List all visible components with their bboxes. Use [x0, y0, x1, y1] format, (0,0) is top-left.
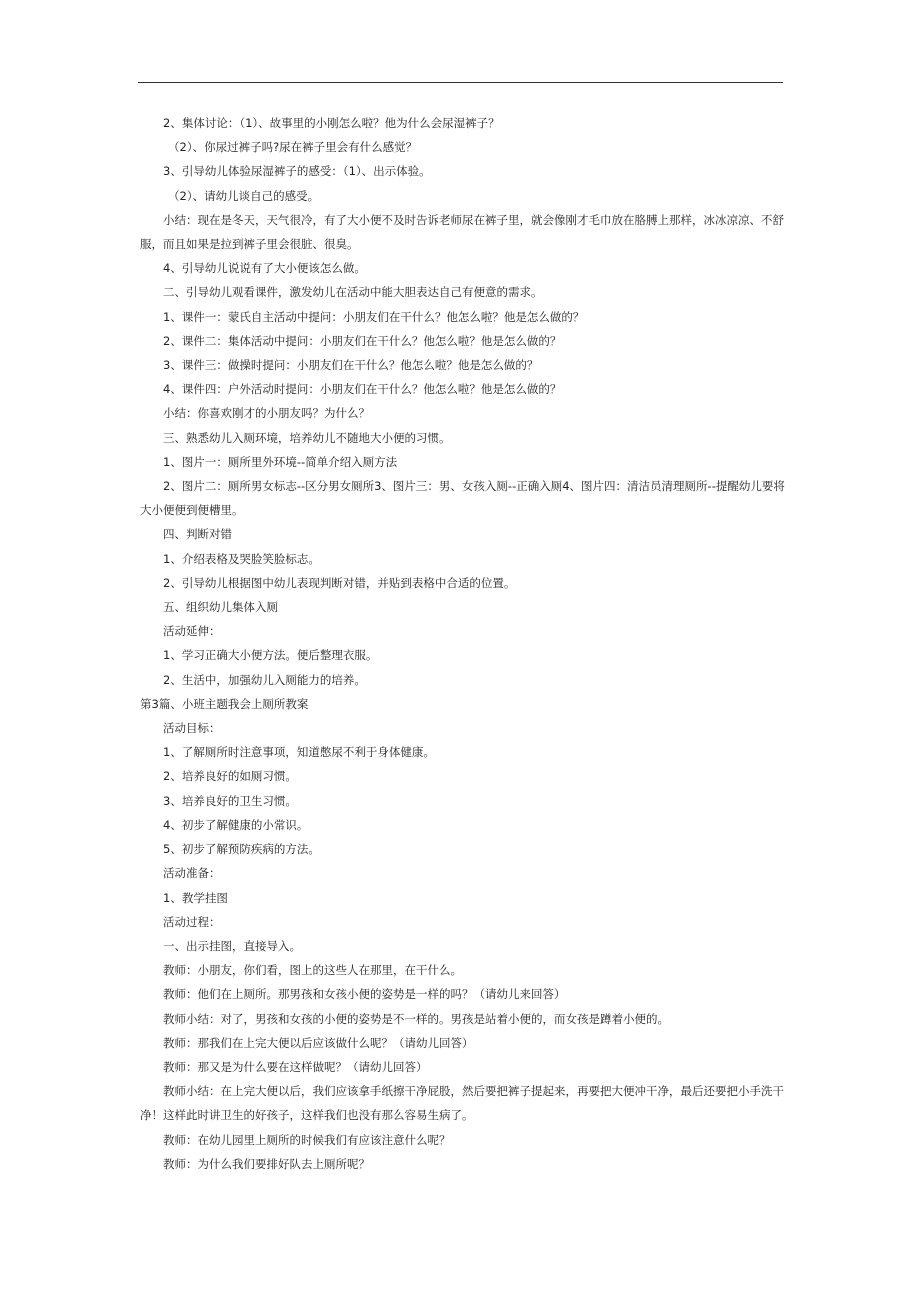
paragraph: 1、课件一：蒙氏自主活动中提问：小朋友们在干什么？他怎么啦？他是怎么做的？ [163, 309, 585, 324]
paragraph: 1、图片一：厕所里外环境--简单介绍入厕方法 [163, 454, 398, 469]
paragraph: 1、学习正确大小便方法。便后整理衣服。 [163, 648, 378, 663]
paragraph: 活动目标： [163, 721, 221, 736]
paragraph: 4、课件四：户外活动时提问：小朋友们在干什么？他怎么啦？他是怎么做的？ [163, 382, 562, 397]
document-body [140, 111, 785, 1176]
paragraph: （2）、请幼儿谈自己的感受。 [168, 188, 320, 203]
paragraph: 2、集体讨论：（1）、故事里的小刚怎么啦？他为什么会尿湿裤子？ [163, 116, 500, 130]
paragraph: 2、生活中，加强幼儿入厕能力的培养。 [163, 672, 366, 687]
paragraph: 3、课件三：做操时提问：小朋友们在干什么？他怎么啦？他是怎么做的？ [163, 358, 539, 373]
paragraph: 五、组织幼儿集体入厕 [163, 600, 278, 615]
paragraph: 4、引导幼儿说说有了大小便该怎么做。 [163, 261, 366, 276]
paragraph: （2）、你尿过裤子吗?尿在裤子里会有什么感觉？ [168, 140, 418, 155]
paragraph: 3、培养良好的卫生习惯。 [163, 793, 297, 808]
section-heading: 第3篇、小班主题我会上厕所教案 [140, 696, 309, 711]
paragraph: 一、出示挂图，直接导入。 [163, 938, 301, 953]
paragraph: 活动准备： [163, 866, 221, 881]
paragraph: 1、了解厕所时注意事项，知道憋尿不利于身体健康。 [163, 745, 435, 760]
paragraph: 教师：那又是为什么要在这样做呢？（请幼儿回答） [163, 1059, 428, 1074]
paragraph: 教师小结：在上完大便以后，我们应该拿手纸擦干净屁股，然后要把裤子提起来，再要把大便冲干净，最后还要把小手洗干净！这样此时讲卫生的好孩子，这样我们也没有那么容易生病了。 [140, 1084, 784, 1123]
paragraph: 3、引导幼儿体验尿湿裤子的感受：（1）、出示体验。 [163, 164, 431, 179]
paragraph: 教师：小朋友，你们看，图上的这些人在那里，在干什么。 [163, 963, 462, 978]
paragraph: 三、熟悉幼儿入厕环境，培养幼儿不随地大小便的习惯。 [163, 430, 451, 445]
paragraph: 教师小结：对了，男孩和女孩的小便的姿势是不一样的。男孩是站着小便的，而女孩是蹲着小便的。 [163, 1011, 669, 1026]
paragraph: 活动延伸： [163, 624, 221, 639]
paragraph: 教师：在幼儿园里上厕所的时候我们有应该注意什么呢？ [163, 1132, 451, 1147]
paragraph: 小结：现在是冬天，天气很冷，有了大小便不及时告诉老师尿在裤子里，就会像刚才毛巾放在胳膊上那样，冰冰凉凉、不舒服，而且如果是拉到裤子里会很脏、很臭。 [140, 212, 784, 252]
paragraph: 5、初步了解预防疾病的方法。 [163, 842, 320, 857]
paragraph: 4、初步了解健康的小常识。 [163, 817, 309, 832]
paragraph: 1、教学挂图 [163, 890, 228, 905]
paragraph: 小结：你喜欢刚才的小朋友吗？为什么？ [163, 406, 370, 421]
paragraph: 2、培养良好的如厕习惯。 [163, 769, 297, 784]
paragraph: 2、课件二：集体活动中提问：小朋友们在干什么？他怎么啦？他是怎么做的？ [163, 333, 562, 348]
paragraph: 教师：他们在上厕所。那男孩和女孩小便的姿势是一样的吗？（请幼儿来回答） [163, 987, 566, 1002]
paragraph: 2、图片二：厕所男女标志--区分男女厕所3、图片三：男、女孩入厕--正确入厕4、图片四：清洁员清理厕所--提醒幼儿要将大小便便到便槽里。 [140, 479, 785, 518]
paragraph: 教师：那我们在上完大便以后应该做什么呢？（请幼儿回答） [163, 1035, 474, 1050]
header-rule [138, 82, 783, 83]
paragraph: 四、判断对错 [163, 527, 232, 542]
paragraph: 活动过程： [163, 914, 221, 929]
paragraph: 1、介绍表格及哭脸笑脸标志。 [163, 551, 320, 566]
paragraph: 二、引导幼儿观看课件，激发幼儿在活动中能大胆表达自己有便意的需求。 [163, 285, 543, 300]
paragraph: 教师：为什么我们要排好队去上厕所呢？ [163, 1156, 370, 1171]
paragraph: 2、引导幼儿根据图中幼儿表现判断对错，并贴到表格中合适的位置。 [163, 575, 516, 590]
